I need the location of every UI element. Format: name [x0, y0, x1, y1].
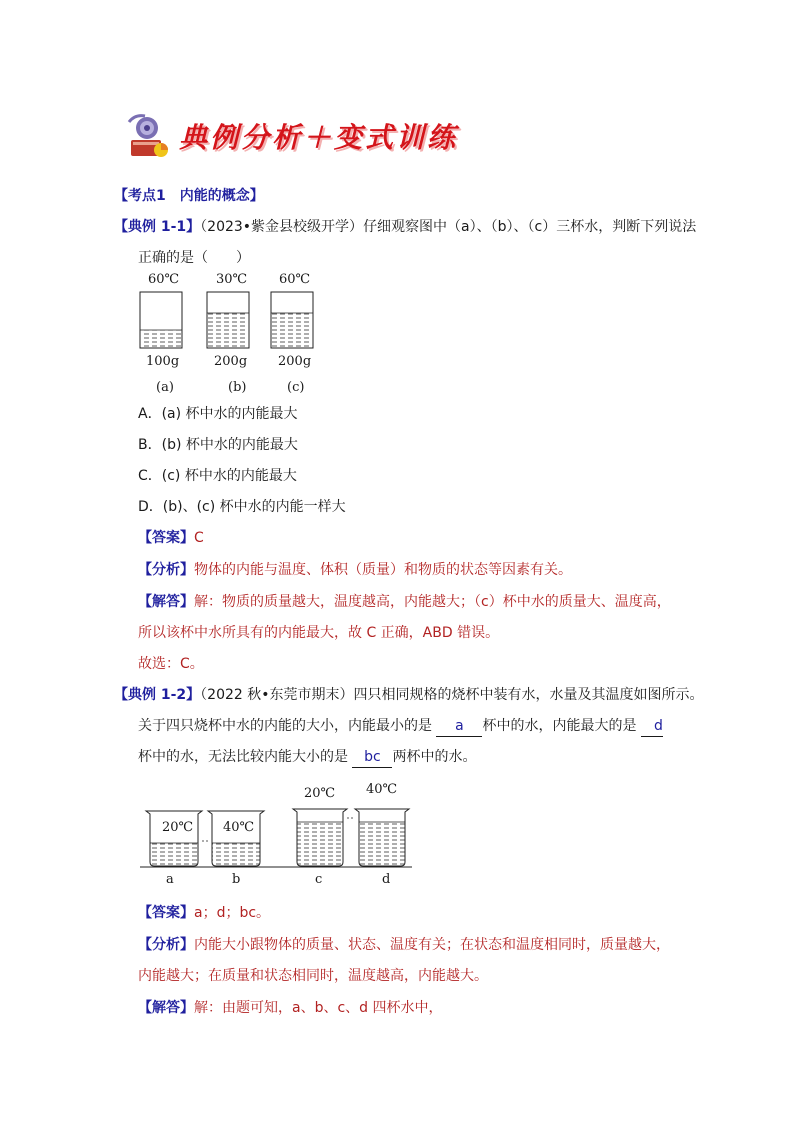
analysis-tag: 【分析】 — [138, 937, 194, 953]
beaker-d-temp: 40℃ — [366, 782, 398, 797]
beaker-d-label: d — [382, 872, 391, 887]
solution-tag: 【解答】 — [138, 594, 194, 610]
solution-1-1 — [138, 592, 671, 612]
example-1-2-line3 — [138, 747, 476, 768]
cup-c-mass: 200g — [278, 354, 312, 369]
cup-b-temp: 30℃ — [216, 272, 248, 287]
option-a: A．(a) 杯中水的内能最大 — [138, 406, 298, 422]
teacher-logo-icon — [127, 112, 171, 160]
beaker-a-temp: 20℃ — [162, 820, 194, 835]
example-source: （2022 秋•东莞市期末） — [200, 687, 354, 703]
solution-tag: 【解答】 — [138, 1000, 194, 1016]
question-text: 杯中的水，内能最大的是 — [482, 718, 637, 734]
answer-tag: 【答案】 — [138, 905, 194, 921]
solution-1-1-cont: 所以该杯中水所具有的内能最大，故 C 正确，ABD 错误。 — [138, 625, 500, 641]
answer-value: a；d；bc。 — [194, 905, 271, 921]
cup-a-temp: 60℃ — [148, 272, 180, 287]
beaker-c-label: c — [315, 872, 323, 887]
section-title: 【考点1 内能的概念】 — [114, 188, 264, 204]
cup-a-label: (a) — [156, 380, 174, 395]
example-1-2-question — [114, 685, 704, 705]
cup-a — [140, 292, 182, 348]
example-tag: 【典例 1-2】 — [114, 687, 201, 703]
analysis-1-1 — [138, 560, 572, 580]
cup-c-temp: 60℃ — [279, 272, 311, 287]
header-banner — [127, 110, 467, 162]
blank-1: a — [436, 716, 482, 737]
cups-figure — [136, 272, 336, 402]
example-1-1-question-cont: 正确的是（ ） — [138, 250, 250, 266]
example-source: （2023•紫金县校级开学） — [200, 219, 364, 235]
blank-2: d — [641, 716, 663, 737]
beakers-figure — [136, 778, 418, 890]
option-c: C．(c) 杯中水的内能最大 — [138, 468, 297, 484]
beaker-b-temp: 40℃ — [223, 820, 255, 835]
analysis-1-2-cont: 内能越大；在质量和状态相同时，温度越高，内能越大。 — [138, 968, 488, 984]
solution-1-2 — [138, 998, 443, 1018]
analysis-tag: 【分析】 — [138, 562, 194, 578]
beaker-b-label: b — [232, 872, 241, 887]
question-text: 关于四只烧杯中水的内能的大小，内能最小的是 — [138, 718, 432, 734]
question-text: 仔细观察图中（a）、（b）、（c）三杯水，判断下列说法 — [363, 219, 697, 235]
example-1-2-line2 — [138, 716, 663, 737]
cup-c-label: (c) — [287, 380, 305, 395]
blank-3: bc — [352, 747, 392, 768]
analysis-text: 物体的内能与温度、体积（质量）和物质的状态等因素有关。 — [194, 562, 572, 578]
cup-b-mass: 200g — [214, 354, 248, 369]
beaker-c-temp: 20℃ — [304, 786, 336, 801]
question-text: 杯中的水，无法比较内能大小的是 — [138, 749, 348, 765]
answer-1-1 — [138, 528, 204, 548]
question-text: 两杯中的水。 — [392, 749, 477, 765]
option-b: B．(b) 杯中水的内能最大 — [138, 437, 298, 453]
analysis-text: 内能大小跟物体的质量、状态、温度有关；在状态和温度相同时，质量越大， — [194, 937, 670, 953]
header-title: 典例分析＋变式训练 — [179, 121, 459, 154]
answer-1-2 — [138, 903, 270, 923]
choose-1-1: 故选：C。 — [138, 656, 204, 672]
option-d: D．(b)、(c) 杯中水的内能一样大 — [138, 499, 346, 515]
cup-a-mass: 100g — [146, 354, 180, 369]
beaker-a-label: a — [166, 872, 174, 887]
example-tag: 【典例 1-1】 — [114, 219, 201, 235]
solution-text: 解：物质的质量越大，温度越高，内能越大；（c）杯中水的质量大、温度高， — [194, 594, 671, 610]
example-1-1-question — [114, 217, 696, 237]
cup-b — [207, 292, 249, 348]
analysis-1-2 — [138, 935, 670, 955]
question-text: 四只相同规格的烧杯中装有水，水量及其温度如图所示。 — [353, 687, 704, 703]
solution-text: 解：由题可知，a、b、c、d 四杯水中， — [194, 1000, 443, 1016]
cup-c — [271, 292, 313, 348]
answer-value: C — [194, 530, 204, 546]
cup-b-label: (b) — [228, 380, 247, 395]
answer-tag: 【答案】 — [138, 530, 194, 546]
beaker-c — [293, 809, 347, 866]
beaker-d — [355, 809, 409, 866]
